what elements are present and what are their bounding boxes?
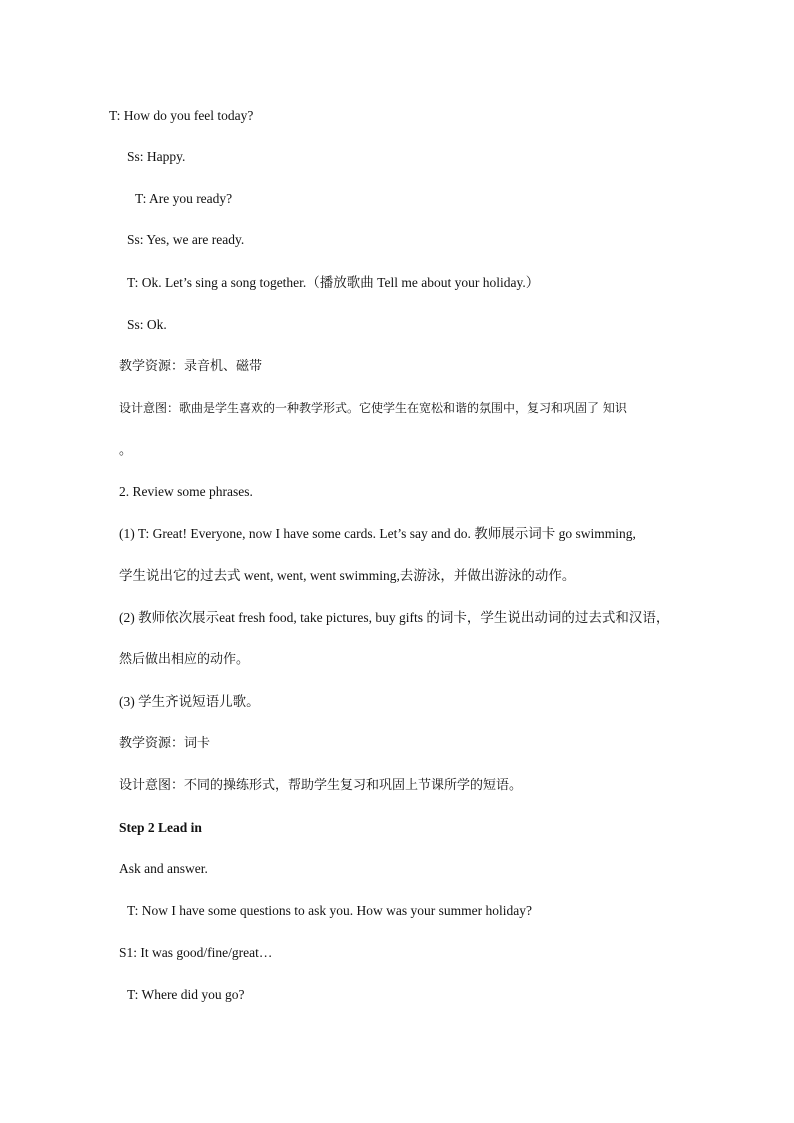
dialogue-line-teacher: T: Ok. Let’s sing a song together.（播放歌曲 Tell me about your holiday.） xyxy=(127,275,540,290)
design-intent-line: 设计意图：歌曲是学生喜欢的一种教学形式。它使学生在宽松和谐的氛围中，复习和巩固了 知识 xyxy=(119,401,627,415)
activity-line: (3) 学生齐说短语儿歌。 xyxy=(119,694,260,709)
activity-line: 学生说出它的过去式 went, went, went swimming,去游泳，并做出游泳的动作。 xyxy=(119,568,576,583)
dialogue-line-teacher: T: Are you ready? xyxy=(135,191,233,206)
dialogue-line-teacher: T: Where did you go? xyxy=(127,987,245,1002)
dialogue-line-teacher: T: How do you feel today? xyxy=(109,108,254,123)
dialogue-line-students: Ss: Ok. xyxy=(127,317,167,332)
design-intent-line: 设计意图：不同的操练形式，帮助学生复习和巩固上节课所学的短语。 xyxy=(119,778,523,793)
teaching-resources-line: 教学资源：录音机、磁带 xyxy=(119,359,263,374)
dialogue-line-teacher: T: Now I have some questions to ask you. How was your summer holiday? xyxy=(127,903,533,918)
activity-line: (1) T: Great! Everyone, now I have some cards. Let’s say and do. 教师展示词卡 go swimming, xyxy=(119,526,636,541)
activity-line: (2) 教师依次展示eat fresh food, take pictures, buy gifts 的词卡，学生说出动词的过去式和汉语， xyxy=(119,610,670,625)
activity-line: 然后做出相应的动作。 xyxy=(119,652,250,667)
design-intent-continuation: 。 xyxy=(119,443,133,458)
dialogue-line-student: S1: It was good/fine/great… xyxy=(119,945,273,960)
activity-title: Ask and answer. xyxy=(119,861,208,876)
step-heading: Step 2 Lead in xyxy=(119,820,202,835)
teaching-resources-line: 教学资源：词卡 xyxy=(119,736,211,751)
dialogue-line-students: Ss: Yes, we are ready. xyxy=(127,232,245,247)
dialogue-line-students: Ss: Happy. xyxy=(127,149,186,164)
section-heading: 2. Review some phrases. xyxy=(119,484,253,499)
